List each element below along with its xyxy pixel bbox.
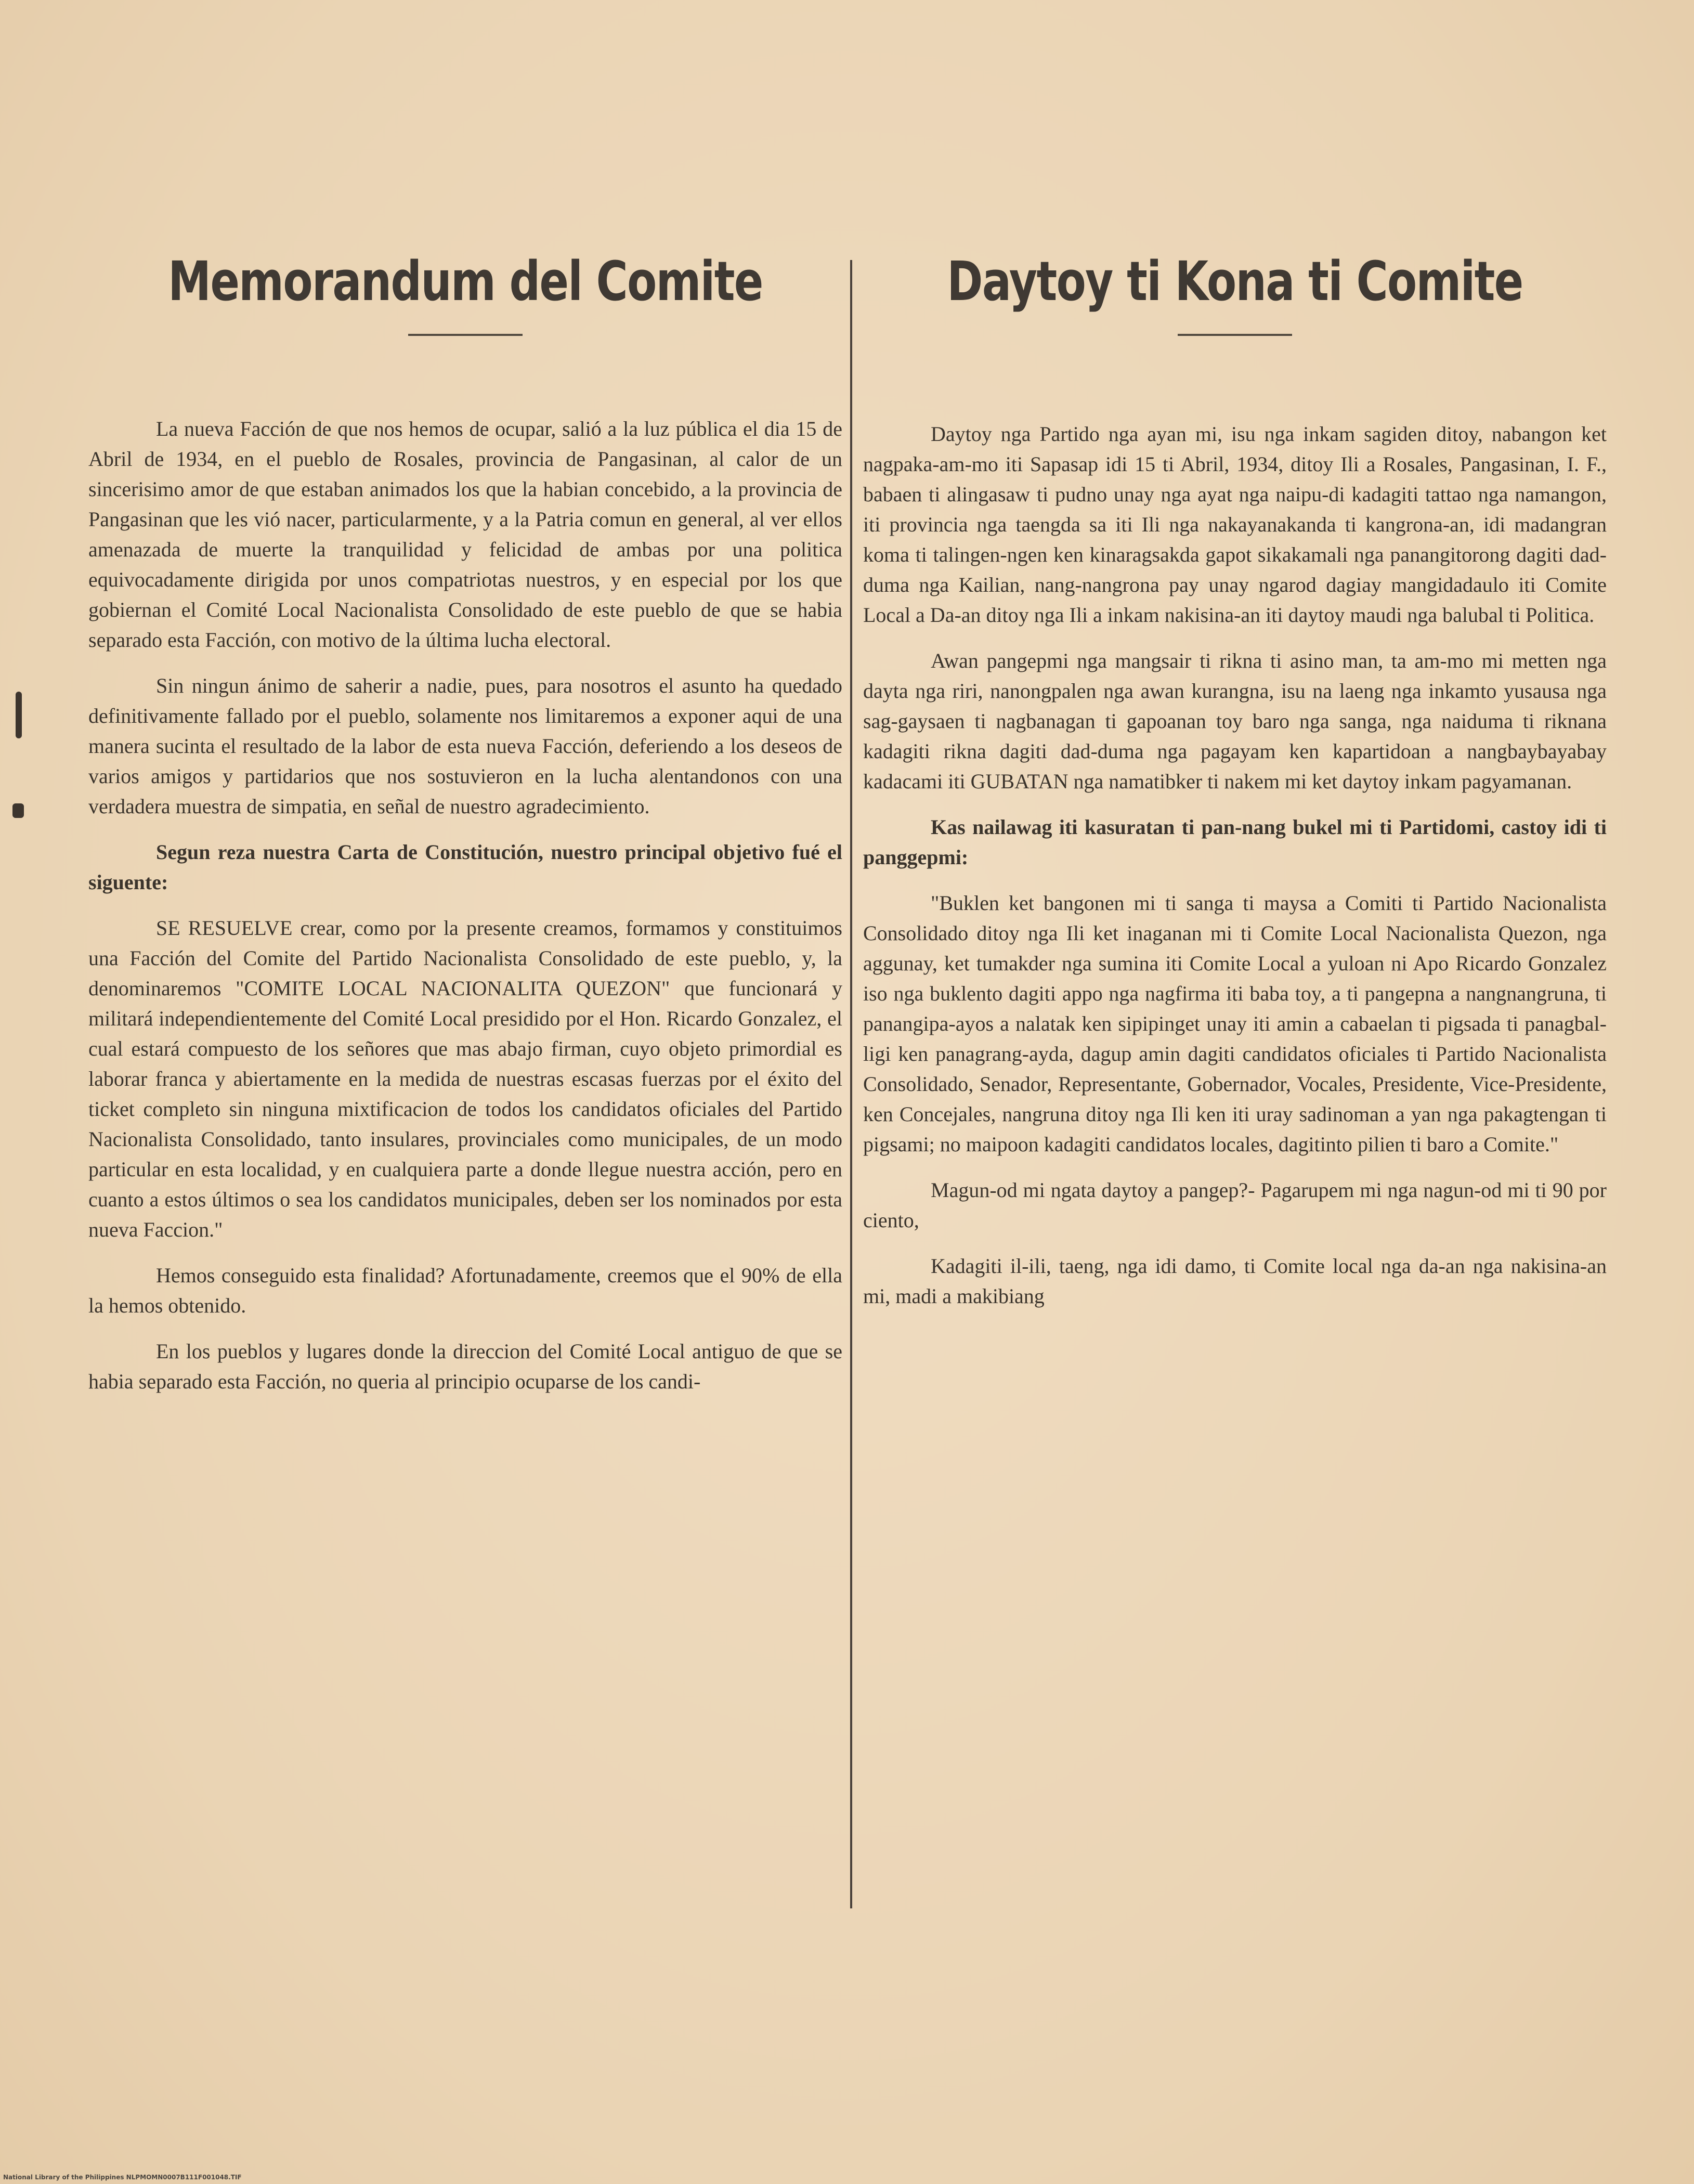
right-paragraph: Kadagiti il-ili, taeng, nga idi damo, ti Comite local nga da-an nga nakisina-an mi, madi a makibiang xyxy=(863,1254,1607,1308)
left-paragraph: En los pueblos y lugares donde la direccion del Comité Local antiguo de que se habia separado esta Facción, no queria al principio ocuparse de los candi- xyxy=(88,1340,842,1393)
left-paragraph: Hemos conseguido esta finalidad? Afortunadamente, creemos que el 90% de ella la hemos obtenido. xyxy=(88,1264,842,1317)
binding-mark xyxy=(16,692,22,738)
right-paragraph: Magun-od mi ngata daytoy a pangep?- Pagarupem mi nga nagun-od mi ti 90 por ciento, xyxy=(863,1178,1607,1232)
left-title: Memorandum del Comite xyxy=(168,250,763,313)
binding-hole-mark xyxy=(12,803,24,818)
right-paragraph: Kas nailawag iti kasuratan ti pan-nang bukel mi ti Partidomi, castoy idi ti panggepmi: xyxy=(863,815,1607,869)
spanish-column xyxy=(88,250,842,1412)
right-paragraph: Daytoy nga Partido nga ayan mi, isu nga inkam sagiden ditoy, nabangon ket nagpaka-am-mo iti Sapasap idi 15 ti Abril, 1934, ditoy Ili a Rosales, Pangasinan, I. F., babaen ti alingasaw ti pudno unay nga ayat nga naipu-di kadagiti tattao nga namangon, iti provincia nga taengda sa iti Ili nga nakayanakanda ti kangrona-an, idi madangran koma ti talingen-ngen ken kinaragsakda gapot sikakamali nga panangitorong dagiti dad-duma nga Kailian, nang-nangrona pay unay ngarod dagiay mangidadaulo iti Comite Local a Da-an ditoy nga Ili a inkam nakisina-an iti daytoy maudi nga balubal ti Politica. xyxy=(863,422,1607,627)
right-paragraph: "Buklen ket bangonen mi ti sanga ti maysa a Comiti ti Partido Nacionalista Consolidado ditoy nga Ili ket inaganan mi ti Comite Local Nacionalista Quezon, nga aggunay, ket tumakder nga sumina iti Comite Local a yuloan ni Apo Ricardo Gonzalez iso nga buklento dagiti appo nga nagfirma iti baba toy, a ti pangepna a nangnangruna, ti panangipa-ayos a nalatak ken sipipinget unay iti amin a cabaelan ti pigsada ti panagbal-ligi ken panagrang-ayda, dagup amin dagiti candidatos oficiales ti Partido Nacionalista Consolidado, Senador, Representante, Gobernador, Vocales, Presidente, Vice-Presidente, ken Concejales, nangruna ditoy nga Ili ken iti uray sadinoman a yan nga pakagtengan ti pigsami; no maipoon kadagiti candidatos locales, dagitinto pilien ti baro a Comite." xyxy=(863,891,1607,1156)
right-paragraph: Awan pangepmi nga mangsair ti rikna ti asino man, ta am-mo mi metten nga dayta nga riri, nanongpalen nga awan kurangna, isu na laeng nga inkamto yusausa nga sag-gaysaen ti nagbanagan ti gapoanan toy baro nga sanga, nga naiduma ti riknana kadagiti rikna dagiti dad-duma nga pagayam ken kapartidoan a nangbaybayabay kadacami iti GUBATAN nga namatibker ti nakem mi ket daytoy inkam pagyamanan. xyxy=(863,649,1607,793)
right-title-rule xyxy=(1178,334,1292,336)
ilocano-column xyxy=(863,250,1607,1327)
archive-footer: National Library of the Philippines NLPMOMN0007B111F001048.TIF xyxy=(3,2174,242,2181)
right-title: Daytoy ti Kona ti Comite xyxy=(947,250,1523,313)
left-paragraph: Segun reza nuestra Carta de Constitución, nuestro principal objetivo fué el siguente: xyxy=(88,840,842,894)
right-body xyxy=(863,419,1607,1311)
column-divider xyxy=(850,260,852,1908)
left-paragraph: SE RESUELVE crear, como por la presente creamos, formamos y constituimos una Facción del Comite del Partido Nacionalista Consolidado de este pueblo, y, la denominaremos "COMITE LOCAL NACIONALITA QUEZON" que funcionará y militará independientemente del Comité Local presidido por el Hon. Ricardo Gonzalez, el cual estará compuesto de los señores que mas abajo firman, cuyo objeto primordial es laborar franca y abiertamente en la medida de nuestras escasas fuerzas por el éxito del ticket completo sin ninguna mixtificacion de todos los candidatos oficiales del Partido Nacionalista Consolidado, tanto insulares, provinciales como municipales, de un modo particular en esta localidad, y en cualquiera parte a donde llegue nuestra acción, pero en cuanto a estos últimos o sea los candidatos municipales, deben ser los nominados por esta nueva Faccion." xyxy=(88,916,842,1241)
left-paragraph: La nueva Facción de que nos hemos de ocupar, salió a la luz pública el dia 15 de Abril de 1934, en el pueblo de Rosales, provincia de Pangasinan, al calor de un sincerisimo amor de que estaban animados los que la habian concebido, a la provincia de Pangasinan que les vió nacer, particularmente, y a la Patria comun en general, al ver ellos amenazada de muerte la tranquilidad y felicidad de ambas por una politica equivocadamente dirigida por unos compatriotas nuestros, y en especial por los que gobiernan el Comité Local Nacionalista Consolidado de este pueblo de que se habia separado esta Facción, con motivo de la última lucha electoral. xyxy=(88,417,842,652)
left-body xyxy=(88,414,842,1397)
left-paragraph: Sin ningun ánimo de saherir a nadie, pues, para nosotros el asunto ha quedado definitivamente fallado por el pueblo, solamente nos limitaremos a exponer aqui de una manera sucinta el resultado de la labor de esta nueva Facción, deferiendo a los deseos de varios amigos y partidarios que nos sostuvieron en la lucha alentandonos con una verdadera muestra de simpatia, en señal de nuestro agradecimiento. xyxy=(88,674,842,818)
left-title-rule xyxy=(408,334,523,336)
